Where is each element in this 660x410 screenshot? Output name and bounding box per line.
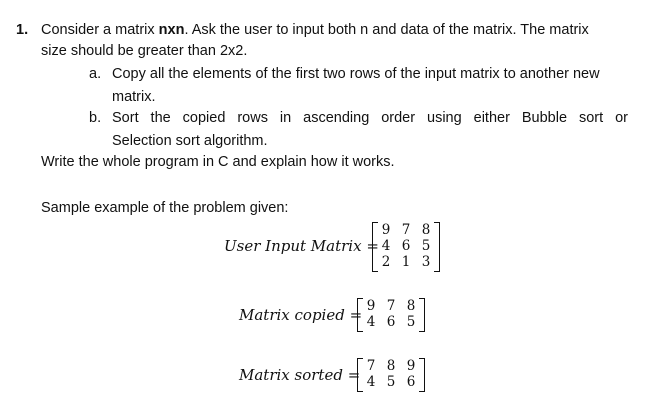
matrix-cell: 9 [406, 358, 416, 374]
sub-item-a-line-1: Copy all the elements of the first two rows of the input matrix to another new [112, 66, 600, 82]
matrix-cell: 5 [386, 374, 396, 390]
question-line-1-end: . Ask the user to input both n and data of the matrix. The matrix [184, 22, 589, 38]
matrix-cell: 4 [381, 238, 391, 254]
matrix-cell: 6 [386, 314, 396, 330]
matrix-cell: 3 [421, 254, 431, 270]
matrix-cell: 1 [401, 254, 411, 270]
matrix-cell: 5 [406, 314, 416, 330]
matrix-cell: 8 [421, 222, 431, 238]
matrix-cell: 8 [406, 298, 416, 314]
matrix-cell: 7 [386, 298, 396, 314]
matrix-cell: 8 [386, 358, 396, 374]
matrix-cell: 2 [381, 254, 391, 270]
sample-heading: Sample example of the problem given: [41, 200, 289, 216]
matrix-size-term: nxn [158, 22, 185, 38]
closing-instruction: Write the whole program in C and explain how it works. [41, 154, 395, 170]
question-line-1-start: Consider a matrix [41, 22, 159, 38]
right-bracket [419, 298, 425, 332]
copied-matrix-label: Matrix copied = [239, 306, 363, 324]
sorted-matrix-label: Matrix sorted = [239, 366, 361, 384]
input-matrix [372, 222, 440, 272]
matrix-cell: 4 [366, 374, 376, 390]
sub-item-a-letter: a. [89, 66, 102, 82]
copied-matrix [357, 298, 425, 332]
question-line-1 [41, 22, 589, 39]
sub-item-b-letter: b. [89, 110, 102, 126]
question-number: 1. [16, 22, 29, 38]
right-bracket [419, 358, 425, 392]
matrix-cell: 9 [381, 222, 391, 238]
right-bracket [434, 222, 440, 272]
sub-item-b-line-2: Selection sort algorithm. [112, 133, 268, 149]
matrix-cell: 5 [421, 238, 431, 254]
sub-item-a-line-2: matrix. [112, 89, 156, 105]
matrix-cell: 6 [406, 374, 416, 390]
input-matrix-label: User Input Matrix = [224, 237, 379, 255]
matrix-cell: 4 [366, 314, 376, 330]
matrix-cell: 9 [366, 298, 376, 314]
sub-item-b-line-1: Sort the copied rows in ascending order using either Bubble sort or [112, 110, 628, 126]
matrix-cell: 6 [401, 238, 411, 254]
matrix-cell: 7 [401, 222, 411, 238]
matrix-cell: 7 [366, 358, 376, 374]
question-line-2: size should be greater than 2x2. [41, 43, 248, 59]
sorted-matrix [357, 358, 425, 392]
